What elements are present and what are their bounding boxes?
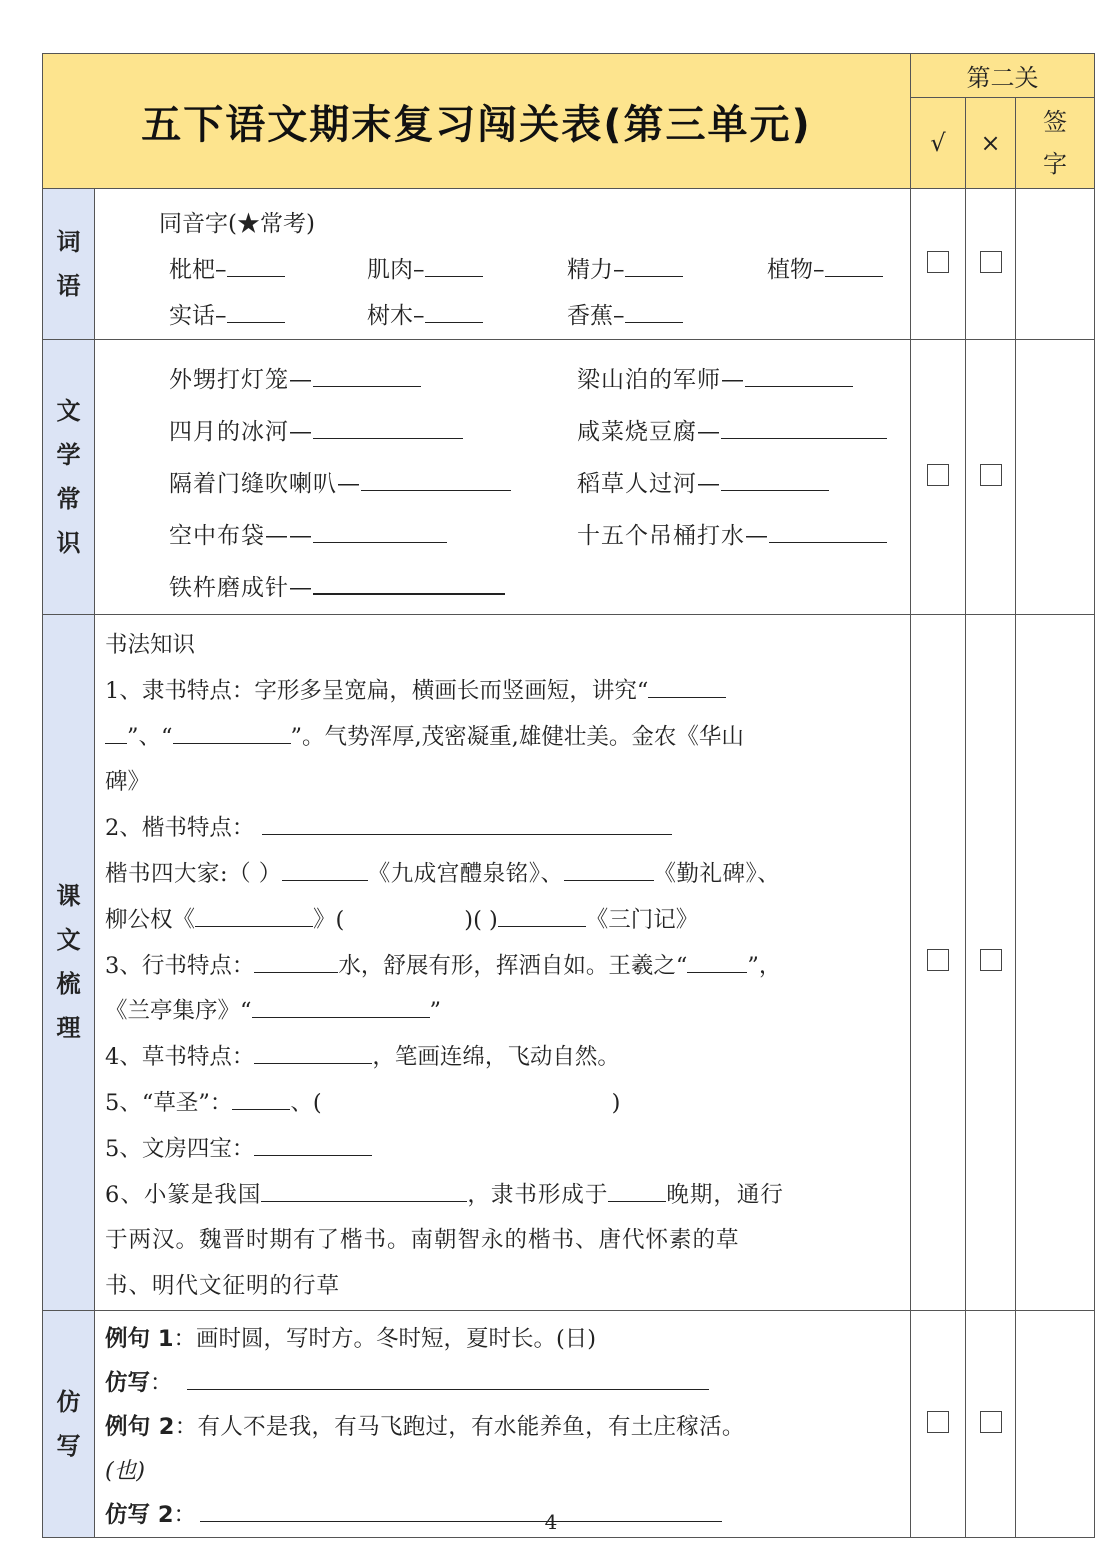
sign-header xyxy=(1016,98,1095,189)
answer-blank[interactable] xyxy=(564,858,654,881)
answer-blank[interactable] xyxy=(361,468,511,491)
answer-blank[interactable] xyxy=(721,468,829,491)
answer-blank[interactable] xyxy=(425,254,483,277)
answer-blank[interactable] xyxy=(825,254,883,277)
cross-checkbox[interactable] xyxy=(980,251,1002,273)
check-cell xyxy=(911,615,966,1311)
cross-header: × xyxy=(966,98,1016,189)
cross-cell xyxy=(966,615,1016,1311)
word-item: 精力– xyxy=(567,247,767,293)
lesson-line: 书、明代文征明的行草 xyxy=(105,1273,341,1300)
lesson-line: ”、“ ”。气势浑厚,茂密凝重,雄健壮美。金农《华山 xyxy=(105,715,900,761)
sign-char-1: 签 xyxy=(1043,108,1067,137)
idiom-item: 梁山泊的军师— xyxy=(577,354,957,406)
example-sentence-2: 例句 2：有人不是我，有马飞跑过，有水能养鱼，有土庄稼活。 xyxy=(105,1413,745,1440)
sign-cell[interactable] xyxy=(1016,340,1095,615)
answer-blank[interactable] xyxy=(425,300,483,323)
lesson-heading: 书法知识 xyxy=(105,632,196,658)
sign-cell[interactable] xyxy=(1016,189,1095,340)
lesson-line: 5、“草圣”： 、( ) xyxy=(105,1081,900,1127)
answer-blank[interactable] xyxy=(313,364,421,387)
idiom-item: 十五个吊桶打水— xyxy=(577,510,957,562)
page-number: 4 xyxy=(544,1510,558,1534)
lesson-line: 4、草书特点： ，笔画连绵，飞动自然。 xyxy=(105,1035,900,1081)
answer-blank[interactable] xyxy=(254,950,338,973)
sign-cell[interactable] xyxy=(1016,615,1095,1311)
lesson-line: 6、小篆是我国 ，隶书形成于 晚期，通行 xyxy=(105,1173,900,1219)
example-hint: (也) xyxy=(105,1457,146,1484)
word-item: 植物– xyxy=(767,247,937,293)
check-cell xyxy=(911,1310,966,1537)
answer-blank[interactable] xyxy=(313,571,505,595)
answer-blank[interactable] xyxy=(313,416,463,439)
lesson-line: 《兰亭集序》“ ” xyxy=(105,989,900,1035)
answer-blank[interactable] xyxy=(187,1367,709,1390)
answer-blank[interactable] xyxy=(745,364,853,387)
sign-char-2: 字 xyxy=(1043,150,1067,179)
answer-blank[interactable] xyxy=(625,300,683,323)
lessons-content xyxy=(95,615,911,1311)
imitate-content xyxy=(95,1310,911,1537)
page-title: 五下语文期末复习闯关表(第三单元) xyxy=(141,101,812,148)
lesson-line: 楷书四大家:（ ） 《九成宫醴泉铭》、 《勤礼碑》、 xyxy=(105,852,900,898)
idiom-item: 外甥打灯笼— xyxy=(169,354,577,406)
answer-blank[interactable] xyxy=(313,520,447,543)
lesson-line: 于两汉。魏晋时期有了楷书。南朝智永的楷书、唐代怀素的草 xyxy=(105,1227,740,1254)
imitate-line-1: 仿写： xyxy=(105,1361,904,1405)
words-content xyxy=(95,189,911,340)
section-label-words: 词 语 xyxy=(43,189,95,340)
answer-blank[interactable] xyxy=(227,254,285,277)
word-item: 香蕉– xyxy=(567,293,767,339)
answer-blank[interactable] xyxy=(227,300,285,323)
idiom-item: 隔着门缝吹喇叭— xyxy=(169,458,577,510)
level-header: 第二关 xyxy=(911,54,1095,98)
answer-blank[interactable] xyxy=(648,675,726,698)
answer-blank[interactable] xyxy=(721,416,887,439)
lesson-line: 柳公权《 》( )( ) 《三门记》 xyxy=(105,898,900,944)
idiom-item: 空中布袋—— xyxy=(169,510,577,562)
idiom-item: 咸菜烧豆腐— xyxy=(577,406,957,458)
answer-blank[interactable] xyxy=(498,904,586,927)
literature-content xyxy=(95,340,911,615)
answer-blank[interactable] xyxy=(173,721,291,744)
cross-cell xyxy=(966,189,1016,340)
lesson-line: 5、文房四宝： xyxy=(105,1127,900,1173)
word-item: 树木– xyxy=(367,293,567,339)
imitate-line-2: 仿写 2： xyxy=(105,1493,904,1537)
lesson-line: 1、隶书特点：字形多呈宽扁，横画长而竖画短，讲究“ xyxy=(105,669,900,715)
lesson-line: 3、行书特点： 水，舒展有形，挥洒自如。王羲之“ ”， xyxy=(105,944,900,990)
check-checkbox[interactable] xyxy=(927,1411,949,1433)
cross-checkbox[interactable] xyxy=(980,464,1002,486)
answer-blank[interactable] xyxy=(608,1179,666,1202)
word-item: 实话– xyxy=(169,293,367,339)
cross-cell xyxy=(966,1310,1016,1537)
answer-blank[interactable] xyxy=(262,812,672,835)
example-sentence-1: 例句 1：画时圆，写时方。冬时短，夏时长。(日) xyxy=(105,1325,597,1352)
cross-cell xyxy=(966,340,1016,615)
title-cell xyxy=(43,54,911,189)
cross-checkbox[interactable] xyxy=(980,949,1002,971)
idiom-item: 四月的冰河— xyxy=(169,406,577,458)
sign-cell[interactable] xyxy=(1016,1310,1095,1537)
answer-blank[interactable] xyxy=(625,254,683,277)
idiom-item: 铁杵磨成针— xyxy=(169,562,577,614)
idiom-item: 稻草人过河— xyxy=(577,458,957,510)
answer-blank[interactable] xyxy=(769,520,887,543)
answer-blank[interactable] xyxy=(687,950,747,973)
answer-blank[interactable] xyxy=(105,721,127,744)
section-label-literature: 文 学 常 识 xyxy=(43,340,95,615)
answer-blank[interactable] xyxy=(232,1087,290,1110)
lesson-line: 2、楷书特点： xyxy=(105,806,900,852)
section-label-lessons: 课 文 梳 理 xyxy=(43,615,95,1311)
words-heading: 同音字(★常考) xyxy=(159,211,315,237)
answer-blank[interactable] xyxy=(282,858,368,881)
answer-blank[interactable] xyxy=(195,904,313,927)
answer-blank[interactable] xyxy=(254,1133,372,1156)
lesson-line: 碑》 xyxy=(105,769,151,796)
answer-blank[interactable] xyxy=(254,1041,372,1064)
check-header: √ xyxy=(911,98,966,189)
answer-blank[interactable] xyxy=(252,995,430,1018)
cross-checkbox[interactable] xyxy=(980,1411,1002,1433)
review-table xyxy=(42,53,1095,1538)
answer-blank[interactable] xyxy=(261,1179,467,1202)
word-item: 枇杷– xyxy=(169,247,367,293)
check-checkbox[interactable] xyxy=(927,949,949,971)
section-label-imitate: 仿 写 xyxy=(43,1310,95,1537)
word-item: 肌肉– xyxy=(367,247,567,293)
review-table-container xyxy=(42,53,1094,1528)
